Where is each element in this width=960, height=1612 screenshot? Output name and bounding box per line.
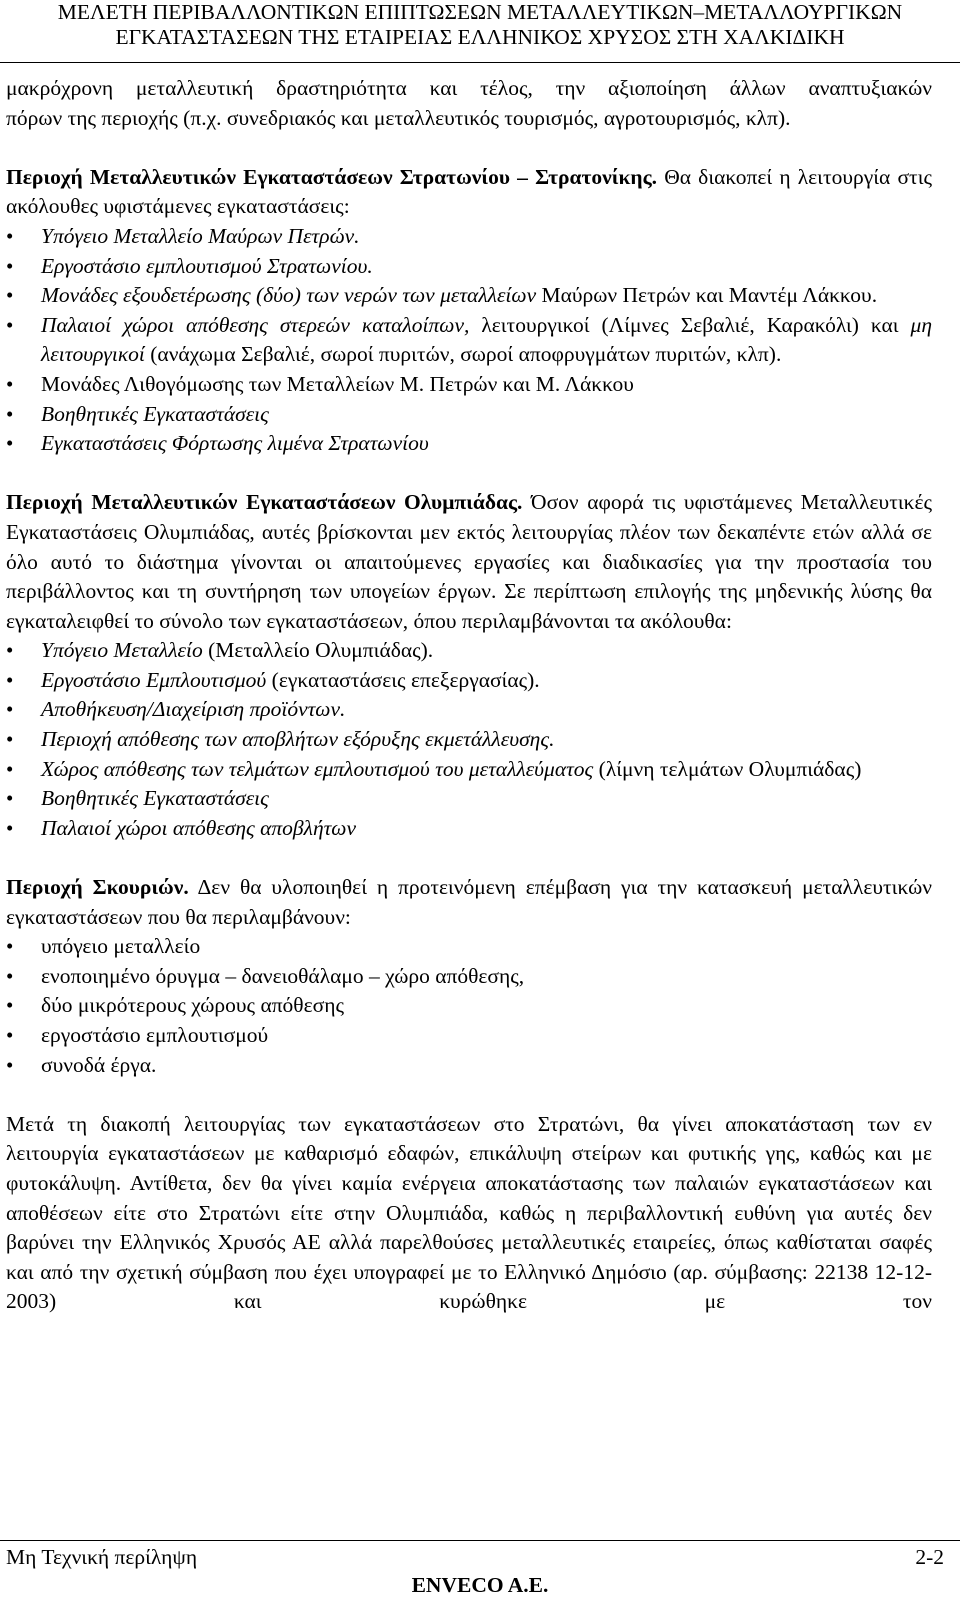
olympiada-heading: Περιοχή Μεταλλευτικών Εγκαταστάσεων Ολυμπιάδας. xyxy=(6,490,523,515)
list-item: • Μονάδες Λιθογόμωσης των Μεταλλείων Μ. Πετρών και Μ. Λάκκου xyxy=(6,370,932,400)
list-item: • εργοστάσιο εμπλουτισμού xyxy=(6,1021,932,1051)
stratoni-heading: Περιοχή Μεταλλευτικών Εγκαταστάσεων Στρατωνίου – Στρατονίκης. xyxy=(6,164,658,189)
footer-company: ENVECO A.E. xyxy=(411,1573,549,1597)
skouries-paragraph xyxy=(6,873,932,932)
list-item: • ενοποιημένο όρυγμα – δανειοθάλαμο – χώρο απόθεσης, xyxy=(6,962,932,992)
list-item: • Χώρος απόθεσης των τελμάτων εμπλουτισμού του μεταλλεύματος (λίμνη τελμάτων Ολυμπιάδας) xyxy=(6,755,932,785)
skouries-heading: Περιοχή Σκουριών. xyxy=(6,875,189,900)
list-item: • Παλαιοί χώροι απόθεσης στερεών καταλοίπων, λειτουργικοί (Λίμνες Σεβαλιέ, Καρακόλι) και μη λειτουργικοί (ανάχωμα Σεβαλιέ, σωροί πυριτών, σωροί αποφρυγμάτων πυριτών, κλπ). xyxy=(6,311,932,370)
header-title-line-2: ΕΓΚΑΤΑΣΤΑΣΕΩΝ ΤΗΣ ΕΤΑΙΡΕΙΑΣ ΕΛΛΗΝΙΚΟΣ ΧΡΥΣΟΣ ΣΤΗ ΧΑΛΚΙΔΙΚΗ xyxy=(115,25,845,49)
list-item: • δύο μικρότερους χώρους απόθεσης xyxy=(6,991,932,1021)
stratoni-list xyxy=(6,222,932,459)
skouries-list xyxy=(6,932,932,1080)
document-body xyxy=(6,74,932,1317)
list-item: • Εγκαταστάσεις Φόρτωσης λιμένα Στρατωνίου xyxy=(6,429,932,459)
skouries-text: Δεν θα υλοποιηθεί η προτεινόμενη επέμβαση για την κατασκευή μεταλλευτικών εγκαταστάσεων που θα περιλαμβάνουν: xyxy=(6,875,932,929)
header-title-line-1: ΜΕΛΕΤΗ ΠΕΡΙΒΑΛΛΟΝΤΙΚΩΝ ΕΠΙΠΤΩΣΕΩΝ ΜΕΤΑΛΛΕΥΤΙΚΩΝ–ΜΕΤΑΛΛΟΥΡΓΙΚΩΝ xyxy=(57,0,903,24)
list-item: • υπόγειο μεταλλείο xyxy=(6,932,932,962)
list-item: • Εργοστάσιο εμπλουτισμού Στρατωνίου. xyxy=(6,252,932,282)
list-item: • Μονάδες εξουδετέρωσης (δύο) των νερών των μεταλλείων Μαύρων Πετρών και Μαντέμ Λάκκου. xyxy=(6,281,932,311)
olympiada-paragraph xyxy=(6,488,932,636)
page-footer xyxy=(0,1540,960,1612)
footer-document-title: Μη Τεχνική περίληψη xyxy=(6,1545,198,1569)
footer-page-number: 2-2 xyxy=(915,1545,944,1569)
list-item: • Βοηθητικές Εγκαταστάσεις xyxy=(6,400,932,430)
intro-paragraph xyxy=(6,74,932,133)
list-item: • Υπόγειο Μεταλλείο Μαύρων Πετρών. xyxy=(6,222,932,252)
intro-line-2: πόρων της περιοχής (π.χ. συνεδριακός και μεταλλευτικός τουρισμός, αγροτουρισμός, κλπ). xyxy=(6,105,791,130)
stratoni-text: Θα διακοπεί η λειτουργία στις ακόλουθες υφιστάμενες εγκαταστάσεις: xyxy=(6,164,932,219)
intro-line-1: μακρόχρονη μεταλλευτική δραστηριότητα και τέλος, την αξιοποίηση άλλων αναπτυξιακών xyxy=(6,76,932,100)
list-item: • Περιοχή απόθεσης των αποβλήτων εξόρυξης εκμετάλλευσης. xyxy=(6,725,932,755)
list-item: • Υπόγειο Μεταλλείο (Μεταλλείο Ολυμπιάδας). xyxy=(6,636,932,666)
page-header xyxy=(0,0,960,63)
list-item: • συνοδά έργα. xyxy=(6,1051,932,1081)
stratoni-paragraph xyxy=(6,163,932,222)
list-item: • Αποθήκευση/Διαχείριση προϊόντων. xyxy=(6,695,932,725)
closing-paragraph: Μετά τη διακοπή λειτουργίας των εγκαταστάσεων στο Στρατώνι, θα γίνει αποκατάσταση των εν λειτουργία εγκαταστάσεων με καθαρισμό εδαφών, επικάλυψη στείρων και φυτικής γης, καθώς και με φυτοκάλυψη. Αντίθετα, δεν θα γίνει καμία ενέργεια αποκατάστασης των παλαιών εγκαταστάσεων και αποθέσεων είτε στο Στρατώνι είτε στην Ολυμπιάδα, καθώς η περιβαλλοντική ευθύνη για αυτές δεν βαρύνει την Ελληνικός Χρυσός ΑΕ αλλά παρελθούσες μεταλλευτικές εταιρείες, όπως καθίσταται σαφές και από την σχετική σύμβαση που έχει υπογραφεί με το Ελληνικό Δημόσιο (αρ. σύμβασης: 22138 12-12-2003) και κυρώθηκε με τον xyxy=(6,1111,932,1314)
list-item: • Βοηθητικές Εγκαταστάσεις xyxy=(6,784,932,814)
olympiada-list xyxy=(6,636,932,843)
olympiada-text: Όσον αφορά τις υφιστάμενες Μεταλλευτικές Εγκαταστάσεις Ολυμπιάδας, αυτές βρίσκονται μεν εκτός λειτουργίας πλέον των δεκαπέντε ετών αλλά σε όλο αυτό το διάστημα γίνονται οι απαιτούμενες εργασίες και διαδικασίες για την προστασία του περιβάλλοντος και τη συντήρηση των υπογείων έργων. Σε περίπτωση επιλογής της μηδενικής λύσης θα εγκαταλειφθεί το σύνολο των εγκαταστάσεων, όπου περιλαμβάνονται τα ακόλουθα: xyxy=(6,490,932,633)
list-item: • Εργοστάσιο Εμπλουτισμού (εγκαταστάσεις επεξεργασίας). xyxy=(6,666,932,696)
list-item: • Παλαιοί χώροι απόθεσης αποβλήτων xyxy=(6,814,932,844)
